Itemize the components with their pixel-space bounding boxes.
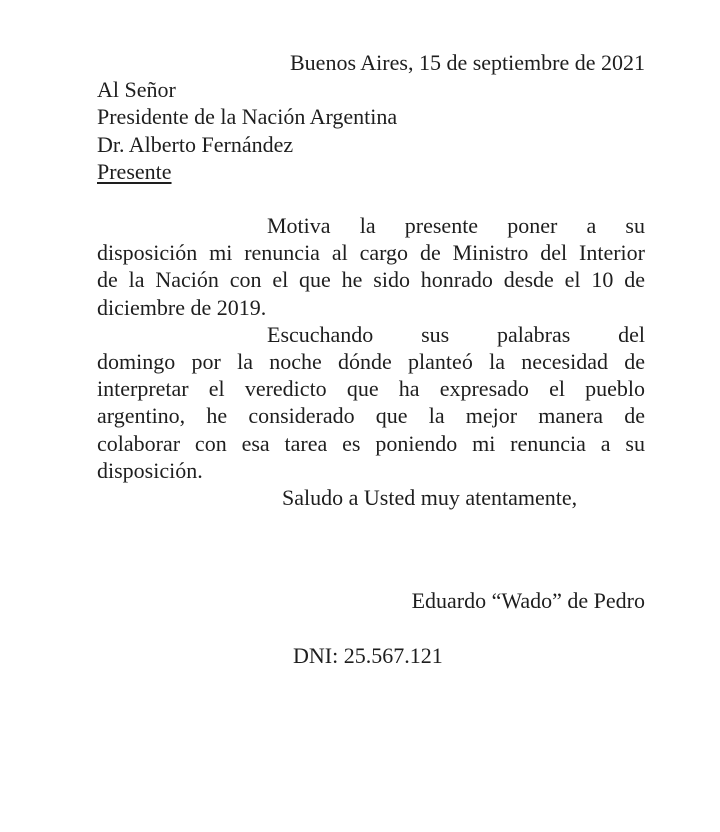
paragraph2-line: Escuchando sus palabras del bbox=[267, 321, 645, 347]
presente-line bbox=[97, 158, 645, 185]
paragraph2-line: disposición. bbox=[97, 457, 203, 483]
paragraph1-line: diciembre de 2019. bbox=[97, 294, 267, 320]
recipient-title: Presidente de la Nación Argentina bbox=[97, 104, 398, 130]
paragraph1-line: de la Nación con el que he sido honrado desde el 10 de bbox=[97, 267, 645, 293]
paragraph1-line: Motiva la presente poner a su bbox=[267, 213, 645, 239]
closing-line: Saludo a Usted muy atentamente, bbox=[282, 485, 578, 511]
signature-gap bbox=[97, 511, 645, 587]
paragraph1-line: disposición mi renuncia al cargo de Ministro del Interior bbox=[97, 240, 645, 266]
recipient-salutation: Al Señor bbox=[97, 77, 176, 103]
paragraph2-line: colaborar con esa tarea es poniendo mi renuncia a su bbox=[97, 430, 645, 456]
dni-line: DNI: 25.567.121 bbox=[293, 643, 443, 669]
letter-body bbox=[97, 49, 645, 670]
recipient-name: Dr. Alberto Fernández bbox=[97, 131, 294, 157]
paragraph2-line: domingo por la noche dónde planteó la necesidad de bbox=[97, 349, 645, 375]
paragraph2-line: argentino, he considerado que la mejor manera de bbox=[97, 403, 645, 429]
date-line: Buenos Aires, 15 de septiembre de 2021 bbox=[290, 50, 645, 75]
blank-line bbox=[97, 614, 645, 642]
presente-label: Presente bbox=[97, 158, 172, 184]
paragraph2-line: interpretar el veredicto que ha expresado el pueblo bbox=[97, 376, 645, 402]
blank-line bbox=[97, 185, 645, 212]
signature-name: Eduardo “Wado” de Pedro bbox=[411, 588, 645, 614]
